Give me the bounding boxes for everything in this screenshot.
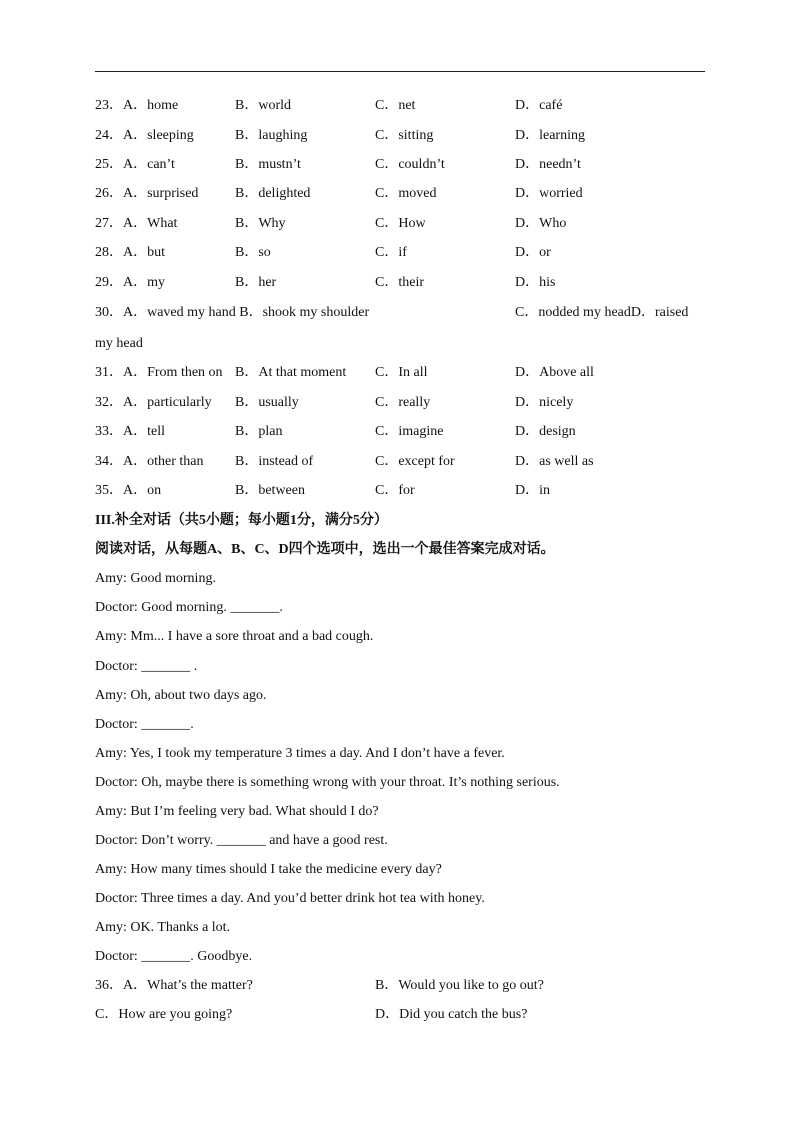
question-28	[95, 243, 715, 263]
option-c: C．How	[375, 216, 426, 231]
option-a: 36．A．What’s the matter?	[95, 978, 253, 993]
option-c: C．for	[375, 483, 415, 498]
option-b: B．laughing	[235, 128, 308, 143]
option-b: B．mustn’t	[235, 157, 301, 172]
option-a: 28．A．but	[95, 245, 165, 260]
option-d: D．worried	[515, 186, 583, 201]
dialogue-line: Amy: How many times should I take the medicine every day?	[95, 862, 442, 877]
option-d: D．Who	[515, 216, 567, 231]
option-a: 25．A．can’t	[95, 157, 175, 172]
question-29	[95, 273, 715, 293]
option-c: C．moved	[375, 186, 437, 201]
option-b: B．so	[235, 245, 271, 260]
option-b: B．usually	[235, 395, 299, 410]
dialogue-line: Amy: Yes, I took my temperature 3 times a day. And I don’t have a fever.	[95, 746, 505, 761]
option-c-d: C．nodded my headD．raised	[515, 305, 689, 320]
question-36-row-2	[95, 1005, 715, 1025]
dialogue-line: Amy: Mm... I have a sore throat and a bad cough.	[95, 629, 374, 644]
option-d: D．design	[515, 424, 576, 439]
option-a: 32．A．particularly	[95, 395, 212, 410]
option-c: C．In all	[375, 365, 428, 380]
option-b: B．delighted	[235, 186, 311, 201]
option-c: C．imagine	[375, 424, 444, 439]
option-d: D．Above all	[515, 365, 594, 380]
option-b: B．Would you like to go out?	[375, 978, 544, 993]
question-30	[95, 303, 715, 323]
option-b: B．between	[235, 483, 305, 498]
header-rule	[95, 71, 705, 72]
section-title: III.补全对话（共5小题；每小题1分，满分5分）	[95, 513, 388, 528]
question-30-continuation: my head	[95, 336, 143, 351]
option-a: 33．A．tell	[95, 424, 165, 439]
option-c: C．sitting	[375, 128, 434, 143]
dialogue-line: Amy: Oh, about two days ago.	[95, 688, 267, 703]
question-25	[95, 155, 715, 175]
question-26	[95, 184, 715, 204]
option-c: C．their	[375, 275, 424, 290]
option-a: 23．A．home	[95, 98, 179, 113]
dialogue-line: Doctor: _______ .	[95, 659, 198, 674]
option-c: C．really	[375, 395, 431, 410]
option-d: D．needn’t	[515, 157, 581, 172]
option-a: 31．A．From then on	[95, 365, 223, 380]
question-27	[95, 214, 715, 234]
dialogue-line: Amy: But I’m feeling very bad. What should I do?	[95, 804, 379, 819]
option-b: B．Why	[235, 216, 286, 231]
question-34	[95, 452, 715, 472]
option-d: D．in	[515, 483, 550, 498]
question-31	[95, 363, 715, 383]
option-c: C．couldn’t	[375, 157, 445, 172]
question-35	[95, 481, 715, 501]
option-d: D．or	[515, 245, 551, 260]
option-d: D．café	[515, 98, 563, 113]
option-a: 27．A．What	[95, 216, 178, 231]
option-c: C．net	[375, 98, 416, 113]
option-a: 26．A．surprised	[95, 186, 199, 201]
option-c: C．except for	[375, 454, 455, 469]
option-a: 35．A．on	[95, 483, 162, 498]
dialogue-line: Doctor: Oh, maybe there is something wrong with your throat. It’s nothing serious.	[95, 775, 560, 790]
option-b: B．plan	[235, 424, 283, 439]
dialogue-line: Amy: OK. Thanks a lot.	[95, 920, 231, 935]
question-33	[95, 422, 715, 442]
option-a: 29．A．my	[95, 275, 165, 290]
option-d: D．as well as	[515, 454, 594, 469]
option-d: D．Did you catch the bus?	[375, 1007, 528, 1022]
dialogue-line: Amy: Good morning.	[95, 571, 216, 586]
option-d: D．learning	[515, 128, 585, 143]
question-23	[95, 96, 715, 116]
option-a: 34．A．other than	[95, 454, 204, 469]
option-c: C．if	[375, 245, 407, 260]
dialogue-line: Doctor: _______.	[95, 717, 194, 732]
option-a-b: 30．A．waved my hand B．shook my shoulder	[95, 305, 370, 320]
option-d: D．nicely	[515, 395, 574, 410]
section-instruction: 阅读对话，从每题A、B、C、D四个选项中，选出一个最佳答案完成对话。	[95, 542, 555, 557]
question-36-row-1	[95, 976, 715, 996]
option-b: B．instead of	[235, 454, 314, 469]
dialogue-line: Doctor: Three times a day. And you’d better drink hot tea with honey.	[95, 891, 485, 906]
question-24	[95, 126, 715, 146]
option-d: D．his	[515, 275, 556, 290]
option-a: 24．A．sleeping	[95, 128, 194, 143]
option-b: B．her	[235, 275, 277, 290]
dialogue-line: Doctor: Don’t worry. _______ and have a good rest.	[95, 833, 388, 848]
option-b: B．At that moment	[235, 365, 347, 380]
option-b: B．world	[235, 98, 291, 113]
question-32	[95, 393, 715, 413]
option-c: C．How are you going?	[95, 1007, 233, 1022]
dialogue-line: Doctor: _______. Goodbye.	[95, 949, 253, 964]
dialogue-line: Doctor: Good morning. _______.	[95, 600, 283, 615]
